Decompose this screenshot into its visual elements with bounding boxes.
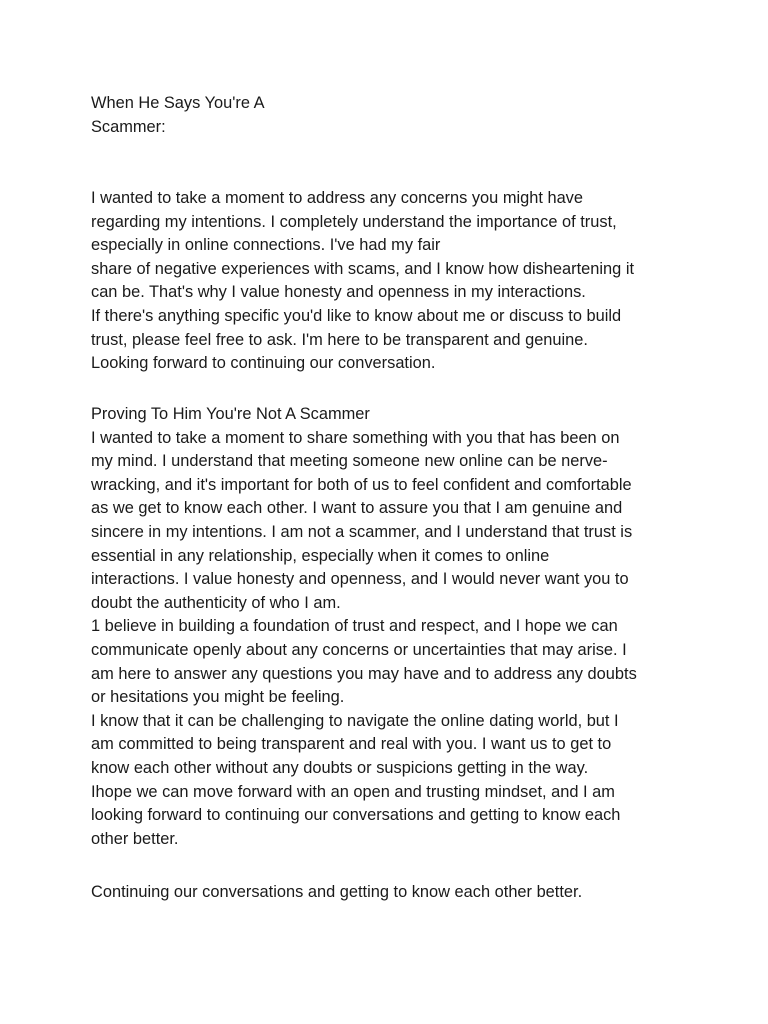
paragraph-line: Looking forward to continuing our conversation. bbox=[91, 354, 436, 373]
paragraph-line: especially in online connections. I've had my fair bbox=[91, 236, 441, 255]
paragraph-line: or hesitations you might be feeling. bbox=[91, 688, 345, 707]
paragraph-line: my mind. I understand that meeting someone new online can be nerve- bbox=[91, 452, 608, 471]
paragraph-line: am here to answer any questions you may have and to address any doubts bbox=[91, 664, 637, 683]
paragraph-line: am committed to being transparent and real with you. I want us to get to bbox=[91, 735, 612, 754]
paragraph-line: can be. That's why I value honesty and openness in my interactions. bbox=[91, 283, 586, 302]
paragraph-line: know each other without any doubts or suspicions getting in the way. bbox=[91, 758, 589, 777]
paragraph-line: trust, please feel free to ask. I'm here to be transparent and genuine. bbox=[91, 330, 588, 349]
paragraph-line: essential in any relationship, especially when it comes to online bbox=[91, 546, 550, 565]
title-line: Scammer: bbox=[91, 117, 166, 136]
paragraph-line: Ihope we can move forward with an open and trusting mindset, and I am bbox=[91, 782, 615, 801]
section-address-concerns bbox=[91, 187, 691, 376]
paragraph-line: other better. bbox=[91, 829, 179, 848]
paragraph-line: share of negative experiences with scams, and I know how disheartening it bbox=[91, 259, 635, 278]
paragraph-line: communicate openly about any concerns or uncertainties that may arise. I bbox=[91, 640, 627, 659]
paragraph-line: I wanted to take a moment to address any concerns you might have bbox=[91, 189, 583, 207]
paragraph-line: wracking, and it's important for both of us to feel confident and comfortable bbox=[91, 475, 632, 494]
paragraph-line: I know that it can be challenging to navigate the online dating world, but I bbox=[91, 711, 619, 730]
paragraph-line: Continuing our conversations and getting to know each other better. bbox=[91, 883, 583, 901]
document-title bbox=[91, 92, 691, 139]
section-closing bbox=[91, 881, 691, 905]
paragraph-line: If there's anything specific you'd like to know about me or discuss to build bbox=[91, 306, 622, 325]
paragraph-line: sincere in my intentions. I am not a scammer, and I understand that trust is bbox=[91, 522, 633, 541]
section-heading: Proving To Him You're Not A Scammer bbox=[91, 405, 370, 423]
title-line: When He Says You're A bbox=[91, 94, 265, 112]
paragraph-line: as we get to know each other. I want to assure you that I am genuine and bbox=[91, 499, 623, 518]
paragraph-line: looking forward to continuing our conversations and getting to know each bbox=[91, 806, 621, 825]
paragraph-line: regarding my intentions. I completely understand the importance of trust, bbox=[91, 212, 617, 231]
section-proving-not-scammer bbox=[91, 403, 691, 851]
paragraph-line: 1 believe in building a foundation of trust and respect, and I hope we can bbox=[91, 617, 618, 636]
paragraph-line: doubt the authenticity of who I am. bbox=[91, 593, 341, 612]
paragraph-line: I wanted to take a moment to share something with you that has been on bbox=[91, 428, 620, 447]
paragraph-line: interactions. I value honesty and openness, and I would never want you to bbox=[91, 570, 629, 589]
